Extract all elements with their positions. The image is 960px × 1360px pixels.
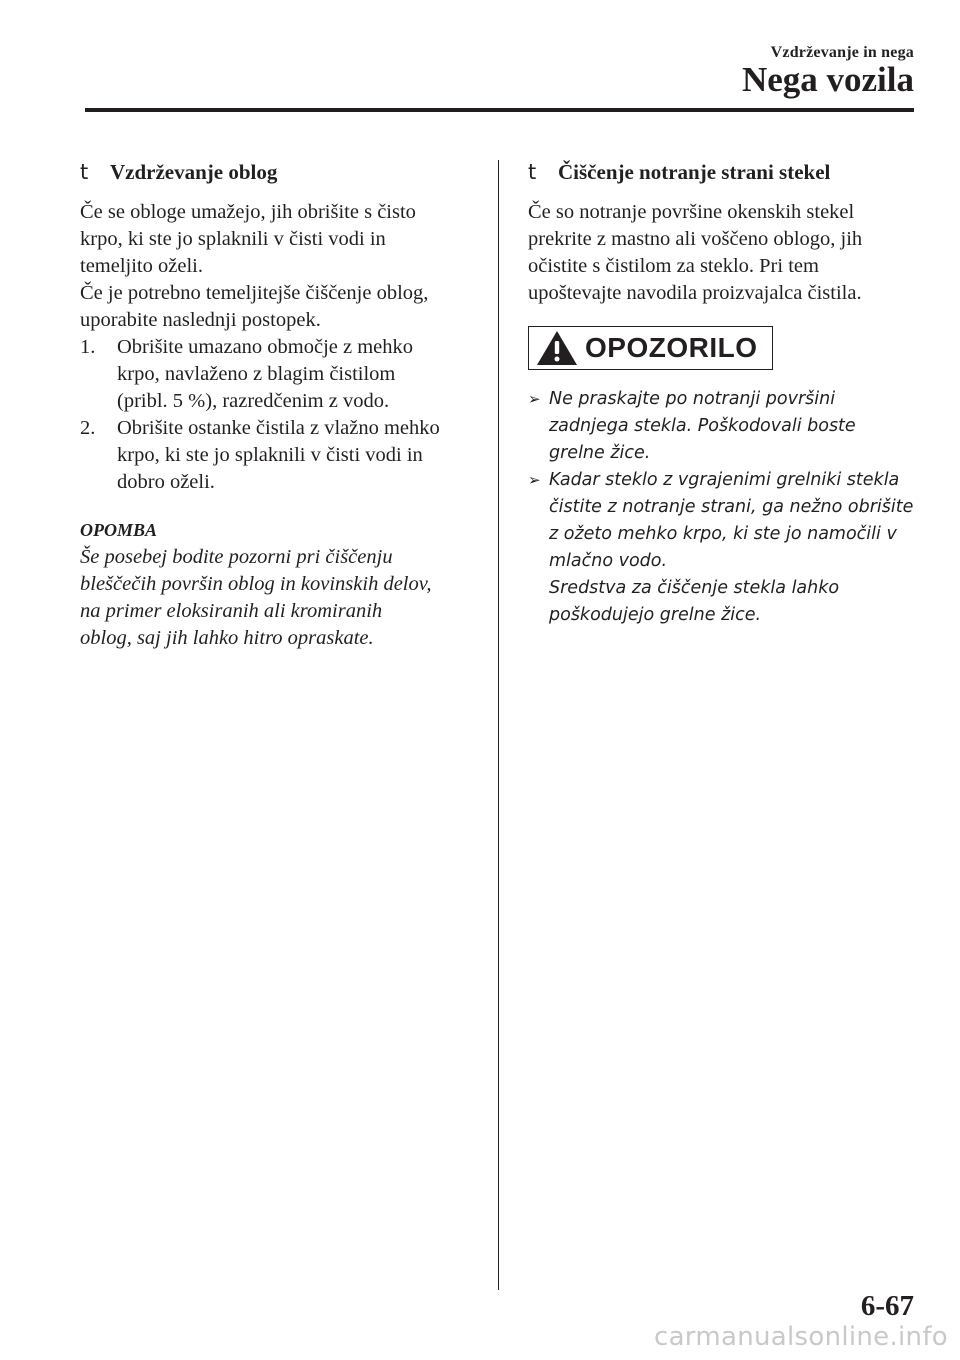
warning-box bbox=[528, 326, 773, 370]
text-line: čistite z notranje strani, ga nežno obrišite bbox=[549, 497, 914, 517]
text-line: mlačno vodo. bbox=[549, 551, 668, 571]
left-column bbox=[80, 160, 470, 652]
text-line: Sredstva za čiščenje stekla lahko bbox=[549, 578, 840, 598]
header-chapter: Vzdrževanje in nega bbox=[770, 44, 914, 61]
step-item bbox=[80, 334, 470, 415]
right-section-heading bbox=[528, 160, 918, 185]
text-line: Še posebej bodite pozorni pri čiščenju bbox=[80, 546, 393, 568]
step-text bbox=[117, 334, 413, 415]
warning-triangle-icon bbox=[535, 329, 579, 367]
right-column bbox=[528, 160, 918, 629]
arrow-right-icon: ➢ bbox=[528, 471, 541, 489]
text-line: temeljito oželi. bbox=[80, 255, 203, 277]
text-line: krpo, ki ste jo splaknili v čisti vodi in bbox=[80, 228, 386, 250]
footer-watermark-link[interactable]: carmanualsonline.info bbox=[653, 1322, 948, 1352]
warning-text bbox=[549, 467, 918, 629]
warning-item bbox=[528, 467, 918, 629]
note-text bbox=[80, 544, 470, 652]
text-line: Če so notranje površine okenskih stekel bbox=[528, 201, 855, 223]
text-line: z ožeto mehko krpo, ki ste jo namočili v bbox=[549, 524, 897, 544]
step-number: 2. bbox=[80, 417, 96, 439]
text-line: upoštevajte navodila proizvajalca čistila. bbox=[528, 282, 862, 304]
page-number: 6-67 bbox=[860, 1290, 914, 1322]
text-line: uporabite naslednji postopek. bbox=[80, 309, 321, 331]
arrow-right-icon: ➢ bbox=[528, 390, 541, 408]
warning-label: OPOZORILO bbox=[585, 332, 758, 363]
text-line: krpo, ki ste jo splaknili v čisti vodi in bbox=[117, 444, 423, 466]
left-intro-paragraph bbox=[80, 199, 470, 334]
text-line: Če se obloge umažejo, jih obrišite s čisto bbox=[80, 201, 416, 223]
left-heading-text: Vzdrževanje oblog bbox=[110, 160, 278, 184]
text-line: krpo, navlaženo z blagim čistilom bbox=[117, 363, 396, 385]
step-text bbox=[117, 415, 440, 496]
right-heading-text: Čiščenje notranje strani stekel bbox=[558, 160, 831, 184]
section-bullet-icon: t bbox=[528, 160, 537, 184]
text-line: Ne praskajte po notranji površini bbox=[549, 389, 836, 409]
text-line: poškodujejo grelne žice. bbox=[549, 605, 762, 625]
step-item bbox=[80, 415, 470, 496]
text-line: Če je potrebno temeljitejše čiščenje oblog, bbox=[80, 282, 429, 304]
column-divider bbox=[498, 160, 499, 1290]
steps-list bbox=[80, 334, 470, 496]
note-label: OPOMBA bbox=[80, 520, 158, 540]
section-bullet-icon: t bbox=[80, 160, 89, 184]
step-number: 1. bbox=[80, 336, 96, 358]
left-section-heading bbox=[80, 160, 470, 185]
text-line: zadnjega stekla. Poškodovali boste bbox=[549, 416, 856, 436]
text-line: prekrite z mastno ali voščeno oblogo, jih bbox=[528, 228, 863, 250]
header-section-title: Nega vozila bbox=[741, 60, 914, 99]
text-line: na primer eloksiranih ali kromiranih bbox=[80, 600, 383, 622]
warning-list bbox=[528, 386, 918, 629]
text-line: očistite s čistilom za steklo. Pri tem bbox=[528, 255, 819, 277]
right-intro-paragraph bbox=[528, 199, 918, 307]
text-line: grelne žice. bbox=[549, 443, 651, 463]
text-line: bleščečih površin oblog in kovinskih delov, bbox=[80, 573, 432, 595]
text-line: Obrišite umazano območje z mehko bbox=[117, 336, 414, 358]
warning-item bbox=[528, 386, 918, 467]
header-rule bbox=[85, 108, 914, 112]
text-line: oblog, saj jih lahko hitro opraskate. bbox=[80, 627, 374, 649]
text-line: (pribl. 5 %), razredčenim z vodo. bbox=[117, 390, 390, 412]
text-line: Kadar steklo z vgrajenimi grelniki stekla bbox=[549, 470, 900, 490]
warning-text bbox=[549, 386, 918, 467]
text-line: Obrišite ostanke čistila z vlažno mehko bbox=[117, 417, 440, 439]
text-line: dobro oželi. bbox=[117, 471, 215, 493]
